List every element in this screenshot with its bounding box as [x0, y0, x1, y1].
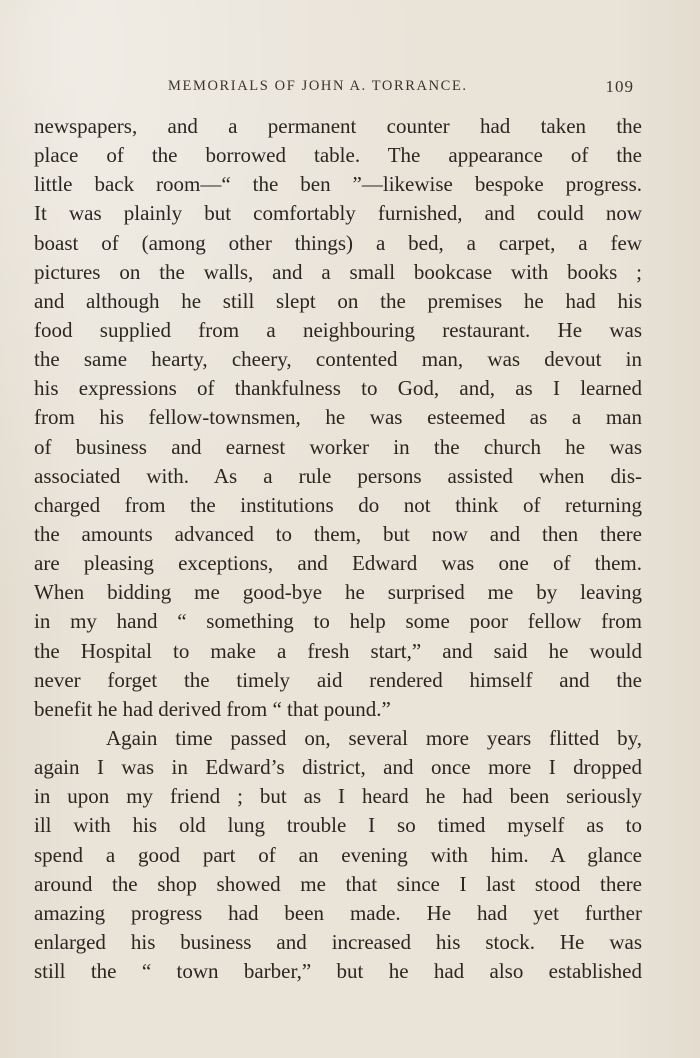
- text-line: the Hospital to make a fresh start,” and said he would: [34, 638, 642, 663]
- body-text: [34, 112, 642, 986]
- text-line: place of the borrowed table. The appearance of the: [34, 143, 642, 168]
- text-line: and although he still slept on the premises he had his: [34, 288, 642, 313]
- text-line: associated with. As a rule persons assisted when dis-: [34, 463, 642, 488]
- text-line: pictures on the walls, and a small bookcase with books ;: [34, 259, 642, 284]
- running-title: MEMORIALS OF JOHN A. TORRANCE.: [168, 78, 468, 94]
- text-line: food supplied from a neighbouring restaurant. He was: [34, 317, 642, 342]
- text-line: are pleasing exceptions, and Edward was one of them.: [34, 551, 642, 576]
- text-line: spend a good part of an evening with him. A glance: [34, 842, 642, 867]
- text-line: little back room—“ the ben ”—likewise bespoke progress.: [34, 172, 642, 197]
- text-line: When bidding me good-bye he surprised me by leaving: [34, 580, 642, 605]
- text-line: still the “ town barber,” but he had also established: [34, 959, 642, 984]
- paragraph-start-line: Again time passed on, several more years flitted by,: [106, 725, 642, 750]
- text-line: in upon my friend ; but as I heard he had been seriously: [34, 784, 642, 809]
- text-line: from his fellow-townsmen, he was esteemed as a man: [34, 405, 642, 430]
- text-line: the amounts advanced to them, but now and then there: [34, 521, 642, 546]
- page-number: 109: [605, 77, 634, 96]
- text-line: newspapers, and a permanent counter had taken the: [34, 114, 642, 138]
- text-line: benefit he had derived from “ that pound.”: [34, 696, 391, 721]
- text-line: of business and earnest worker in the church he was: [34, 434, 642, 459]
- page-header: [34, 78, 634, 102]
- text-line: It was plainly but comfortably furnished, and could now: [34, 201, 642, 226]
- text-line: ill with his old lung trouble I so timed myself as to: [34, 813, 642, 838]
- text-line: again I was in Edward’s district, and once more I dropped: [34, 755, 642, 780]
- text-line: charged from the institutions do not think of returning: [34, 492, 642, 517]
- text-line: around the shop showed me that since I last stood there: [34, 871, 642, 896]
- text-line: his expressions of thankfulness to God, and, as I learned: [34, 376, 642, 401]
- text-line: in my hand “ something to help some poor fellow from: [34, 609, 642, 634]
- text-line: amazing progress had been made. He had yet further: [34, 900, 642, 925]
- text-line: enlarged his business and increased his stock. He was: [34, 929, 642, 954]
- text-line: boast of (among other things) a bed, a carpet, a few: [34, 230, 642, 255]
- text-line: never forget the timely aid rendered himself and the: [34, 667, 642, 692]
- text-line: the same hearty, cheery, contented man, was devout in: [34, 347, 642, 372]
